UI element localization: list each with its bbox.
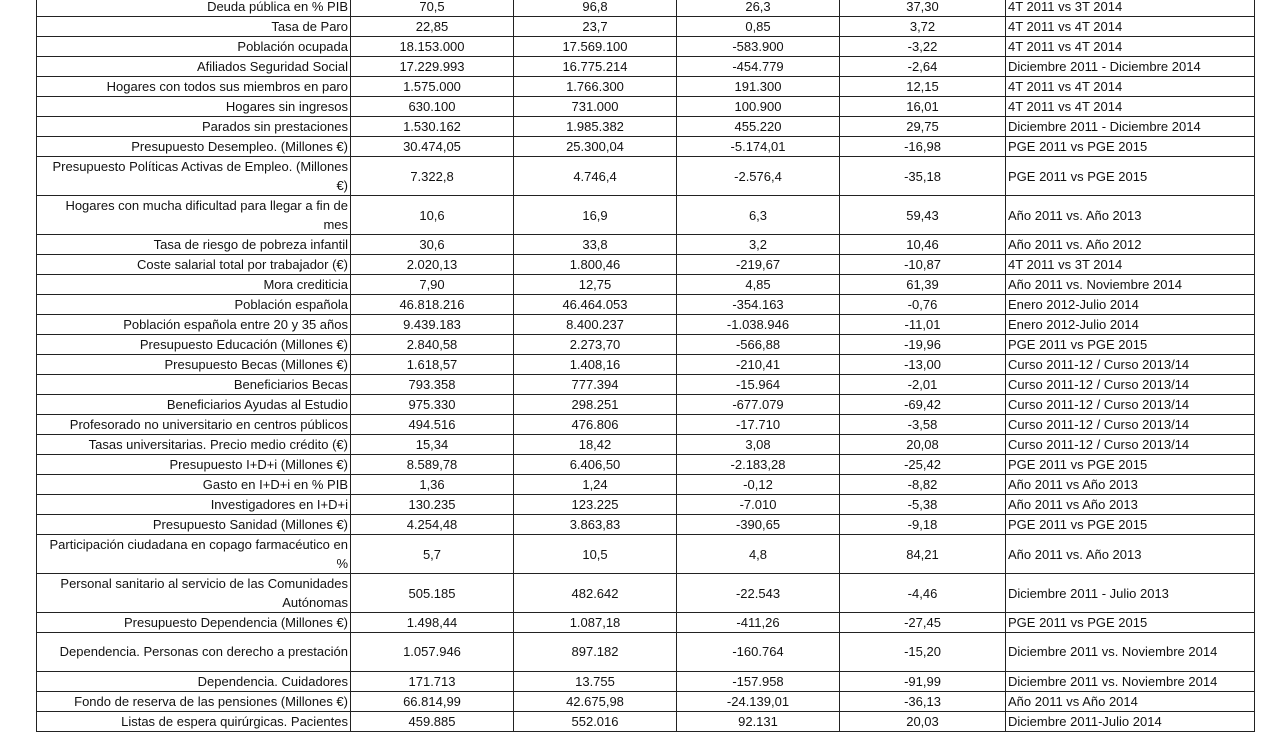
table-row	[37, 157, 1255, 196]
difference-cell[interactable]: -24.139,01	[677, 691, 840, 711]
value-2011-cell[interactable]: 1.575.000	[351, 77, 514, 97]
difference-cell[interactable]: 0,85	[677, 17, 840, 37]
table-row	[37, 574, 1255, 613]
table-row	[37, 355, 1255, 375]
period-cell[interactable]: Curso 2011-12 / Curso 2013/14	[1006, 435, 1255, 455]
percent-change-cell[interactable]: 3,72	[840, 17, 1006, 37]
value-2011-cell[interactable]: 1.618,57	[351, 355, 514, 375]
value-2014-cell[interactable]: 13.755	[514, 671, 677, 691]
indicator-cell[interactable]: Tasa de Paro	[37, 17, 351, 37]
table-row	[37, 633, 1255, 672]
percent-change-cell[interactable]: -35,18	[840, 157, 1006, 196]
difference-cell[interactable]: 3,2	[677, 235, 840, 255]
value-2014-cell[interactable]: 25.300,04	[514, 137, 677, 157]
value-2011-cell[interactable]: 975.330	[351, 395, 514, 415]
table-row	[37, 415, 1255, 435]
percent-change-cell[interactable]: -91,99	[840, 671, 1006, 691]
percent-change-cell[interactable]: -25,42	[840, 455, 1006, 475]
period-cell[interactable]: 4T 2011 vs 4T 2014	[1006, 37, 1255, 57]
value-2014-cell[interactable]: 46.464.053	[514, 295, 677, 315]
value-2011-cell[interactable]: 5,7	[351, 535, 514, 574]
indicator-cell[interactable]: Fondo de reserva de las pensiones (Millones €)	[37, 691, 351, 711]
table-row	[37, 435, 1255, 455]
indicator-cell[interactable]: Presupuesto Desempleo. (Millones €)	[37, 137, 351, 157]
indicator-cell[interactable]: Participación ciudadana en copago farmacéutico en %	[37, 535, 351, 574]
table-row	[37, 671, 1255, 691]
value-2011-cell[interactable]: 494.516	[351, 415, 514, 435]
value-2014-cell[interactable]: 1.800,46	[514, 255, 677, 275]
period-cell[interactable]: PGE 2011 vs PGE 2015	[1006, 157, 1255, 196]
table-row	[37, 37, 1255, 57]
value-2014-cell[interactable]: 8.400.237	[514, 315, 677, 335]
indicator-cell[interactable]: Presupuesto I+D+i (Millones €)	[37, 455, 351, 475]
difference-cell[interactable]: 26,3	[677, 0, 840, 17]
indicator-cell[interactable]: Mora crediticia	[37, 275, 351, 295]
difference-cell[interactable]: -566,88	[677, 335, 840, 355]
period-cell[interactable]: 4T 2011 vs 4T 2014	[1006, 17, 1255, 37]
value-2011-cell[interactable]: 9.439.183	[351, 315, 514, 335]
difference-cell[interactable]: 4,85	[677, 275, 840, 295]
difference-cell[interactable]: 100.900	[677, 97, 840, 117]
difference-cell[interactable]: -2.576,4	[677, 157, 840, 196]
value-2011-cell[interactable]: 505.185	[351, 574, 514, 613]
indicator-cell[interactable]: Personal sanitario al servicio de las Comunidades Autónomas	[37, 574, 351, 613]
indicator-cell[interactable]: Presupuesto Políticas Activas de Empleo. (Millones €)	[37, 157, 351, 196]
value-2011-cell[interactable]: 15,34	[351, 435, 514, 455]
value-2011-cell[interactable]: 1.498,44	[351, 613, 514, 633]
table-row	[37, 455, 1255, 475]
value-2011-cell[interactable]: 2.020,13	[351, 255, 514, 275]
indicator-cell[interactable]: Presupuesto Becas (Millones €)	[37, 355, 351, 375]
period-cell[interactable]: Diciembre 2011-Julio 2014	[1006, 711, 1255, 731]
period-cell[interactable]: Año 2011 vs Año 2014	[1006, 691, 1255, 711]
percent-change-cell[interactable]: 61,39	[840, 275, 1006, 295]
value-2014-cell[interactable]: 1.408,16	[514, 355, 677, 375]
indicator-cell[interactable]: Tasa de riesgo de pobreza infantil	[37, 235, 351, 255]
period-cell[interactable]: Año 2011 vs Año 2013	[1006, 495, 1255, 515]
value-2014-cell[interactable]: 6.406,50	[514, 455, 677, 475]
table-row	[37, 97, 1255, 117]
difference-cell[interactable]: 3,08	[677, 435, 840, 455]
difference-cell[interactable]: -0,12	[677, 475, 840, 495]
percent-change-cell[interactable]: -8,82	[840, 475, 1006, 495]
value-2011-cell[interactable]: 22,85	[351, 17, 514, 37]
value-2014-cell[interactable]: 476.806	[514, 415, 677, 435]
period-cell[interactable]: Diciembre 2011 - Diciembre 2014	[1006, 117, 1255, 137]
percent-change-cell[interactable]: 12,15	[840, 77, 1006, 97]
percent-change-cell[interactable]: 16,01	[840, 97, 1006, 117]
indicator-cell[interactable]: Población española	[37, 295, 351, 315]
value-2011-cell[interactable]: 1.057.946	[351, 633, 514, 672]
value-2011-cell[interactable]: 30,6	[351, 235, 514, 255]
value-2011-cell[interactable]: 7.322,8	[351, 157, 514, 196]
value-2011-cell[interactable]: 4.254,48	[351, 515, 514, 535]
value-2011-cell[interactable]: 130.235	[351, 495, 514, 515]
percent-change-cell[interactable]: -10,87	[840, 255, 1006, 275]
percent-change-cell[interactable]: 20,08	[840, 435, 1006, 455]
period-cell[interactable]: PGE 2011 vs PGE 2015	[1006, 613, 1255, 633]
table-row	[37, 315, 1255, 335]
table-row	[37, 137, 1255, 157]
difference-cell[interactable]: -210,41	[677, 355, 840, 375]
table-row	[37, 475, 1255, 495]
period-cell[interactable]: Curso 2011-12 / Curso 2013/14	[1006, 375, 1255, 395]
indicator-cell[interactable]: Parados sin prestaciones	[37, 117, 351, 137]
period-cell[interactable]: Diciembre 2011 vs. Noviembre 2014	[1006, 633, 1255, 672]
value-2014-cell[interactable]: 552.016	[514, 711, 677, 731]
indicator-cell[interactable]: Beneficiarios Becas	[37, 375, 351, 395]
period-cell[interactable]: Curso 2011-12 / Curso 2013/14	[1006, 415, 1255, 435]
difference-cell[interactable]: -390,65	[677, 515, 840, 535]
percent-change-cell[interactable]: 10,46	[840, 235, 1006, 255]
difference-cell[interactable]: -583.900	[677, 37, 840, 57]
period-cell[interactable]: PGE 2011 vs PGE 2015	[1006, 335, 1255, 355]
percent-change-cell[interactable]: 37,30	[840, 0, 1006, 17]
value-2014-cell[interactable]: 482.642	[514, 574, 677, 613]
indicator-cell[interactable]: Dependencia. Personas con derecho a prestación	[37, 633, 351, 672]
indicator-cell[interactable]: Dependencia. Cuidadores	[37, 671, 351, 691]
difference-cell[interactable]: 4,8	[677, 535, 840, 574]
table-row	[37, 235, 1255, 255]
table-row	[37, 515, 1255, 535]
period-cell[interactable]: Año 2011 vs. Año 2012	[1006, 235, 1255, 255]
value-2014-cell[interactable]: 1,24	[514, 475, 677, 495]
difference-cell[interactable]: 6,3	[677, 196, 840, 235]
table-row	[37, 117, 1255, 137]
value-2014-cell[interactable]: 18,42	[514, 435, 677, 455]
indicator-cell[interactable]: Beneficiarios Ayudas al Estudio	[37, 395, 351, 415]
difference-cell[interactable]: -354.163	[677, 295, 840, 315]
difference-cell[interactable]: -454.779	[677, 57, 840, 77]
value-2011-cell[interactable]: 70,5	[351, 0, 514, 17]
value-2014-cell[interactable]: 731.000	[514, 97, 677, 117]
indicator-cell[interactable]: Investigadores en I+D+i	[37, 495, 351, 515]
period-cell[interactable]: PGE 2011 vs PGE 2015	[1006, 515, 1255, 535]
percent-change-cell[interactable]: -69,42	[840, 395, 1006, 415]
period-cell[interactable]: Curso 2011-12 / Curso 2013/14	[1006, 395, 1255, 415]
value-2014-cell[interactable]: 1.766.300	[514, 77, 677, 97]
indicator-cell[interactable]: Hogares sin ingresos	[37, 97, 351, 117]
value-2014-cell[interactable]: 777.394	[514, 375, 677, 395]
difference-cell[interactable]: -1.038.946	[677, 315, 840, 335]
value-2011-cell[interactable]: 171.713	[351, 671, 514, 691]
table-row	[37, 57, 1255, 77]
percent-change-cell[interactable]: -16,98	[840, 137, 1006, 157]
value-2014-cell[interactable]: 1.985.382	[514, 117, 677, 137]
indicator-cell[interactable]: Afiliados Seguridad Social	[37, 57, 351, 77]
value-2011-cell[interactable]: 66.814,99	[351, 691, 514, 711]
table-row	[37, 691, 1255, 711]
indicator-cell[interactable]: Coste salarial total por trabajador (€)	[37, 255, 351, 275]
period-cell[interactable]: Año 2011 vs. Noviembre 2014	[1006, 275, 1255, 295]
value-2014-cell[interactable]: 23,7	[514, 17, 677, 37]
period-cell[interactable]: Enero 2012-Julio 2014	[1006, 315, 1255, 335]
value-2011-cell[interactable]: 630.100	[351, 97, 514, 117]
value-2014-cell[interactable]: 16,9	[514, 196, 677, 235]
spreadsheet-table-container	[36, 0, 1254, 732]
period-cell[interactable]: 4T 2011 vs 3T 2014	[1006, 255, 1255, 275]
difference-cell[interactable]: -15.964	[677, 375, 840, 395]
table-row	[37, 275, 1255, 295]
period-cell[interactable]: Año 2011 vs. Año 2013	[1006, 535, 1255, 574]
indicator-cell[interactable]: Presupuesto Sanidad (Millones €)	[37, 515, 351, 535]
table-row	[37, 495, 1255, 515]
value-2011-cell[interactable]: 793.358	[351, 375, 514, 395]
period-cell[interactable]: Diciembre 2011 - Diciembre 2014	[1006, 57, 1255, 77]
indicator-cell[interactable]: Hogares con todos sus miembros en paro	[37, 77, 351, 97]
indicator-cell[interactable]: Deuda pública en % PIB	[37, 0, 351, 17]
value-2011-cell[interactable]: 17.229.993	[351, 57, 514, 77]
indicator-cell[interactable]: Población española entre 20 y 35 años	[37, 315, 351, 335]
indicator-cell[interactable]: Hogares con mucha dificultad para llegar a fin de mes	[37, 196, 351, 235]
value-2011-cell[interactable]: 10,6	[351, 196, 514, 235]
value-2014-cell[interactable]: 10,5	[514, 535, 677, 574]
table-row	[37, 77, 1255, 97]
percent-change-cell[interactable]: -11,01	[840, 315, 1006, 335]
percent-change-cell[interactable]: 20,03	[840, 711, 1006, 731]
difference-cell[interactable]: -677.079	[677, 395, 840, 415]
difference-cell[interactable]: -5.174,01	[677, 137, 840, 157]
difference-cell[interactable]: -2.183,28	[677, 455, 840, 475]
period-cell[interactable]: Año 2011 vs Año 2013	[1006, 475, 1255, 495]
period-cell[interactable]: 4T 2011 vs 4T 2014	[1006, 97, 1255, 117]
period-cell[interactable]: PGE 2011 vs PGE 2015	[1006, 455, 1255, 475]
percent-change-cell[interactable]: 59,43	[840, 196, 1006, 235]
indicator-cell[interactable]: Población ocupada	[37, 37, 351, 57]
indicator-cell[interactable]: Gasto en I+D+i en % PIB	[37, 475, 351, 495]
difference-cell[interactable]: -17.710	[677, 415, 840, 435]
table-row	[37, 375, 1255, 395]
value-2011-cell[interactable]: 8.589,78	[351, 455, 514, 475]
percent-change-cell[interactable]: -15,20	[840, 633, 1006, 672]
indicator-cell[interactable]: Tasas universitarias. Precio medio crédito (€)	[37, 435, 351, 455]
value-2011-cell[interactable]: 1.530.162	[351, 117, 514, 137]
percent-change-cell[interactable]: -27,45	[840, 613, 1006, 633]
percent-change-cell[interactable]: -13,00	[840, 355, 1006, 375]
table-row	[37, 255, 1255, 275]
percent-change-cell[interactable]: -19,96	[840, 335, 1006, 355]
value-2014-cell[interactable]: 16.775.214	[514, 57, 677, 77]
difference-cell[interactable]: 92.131	[677, 711, 840, 731]
value-2014-cell[interactable]: 2.273,70	[514, 335, 677, 355]
difference-cell[interactable]: -157.958	[677, 671, 840, 691]
value-2014-cell[interactable]: 17.569.100	[514, 37, 677, 57]
period-cell[interactable]: Año 2011 vs. Año 2013	[1006, 196, 1255, 235]
table-row	[37, 711, 1255, 731]
percent-change-cell[interactable]: -36,13	[840, 691, 1006, 711]
indicators-table-body	[37, 0, 1255, 731]
value-2014-cell[interactable]: 3.863,83	[514, 515, 677, 535]
difference-cell[interactable]: 455.220	[677, 117, 840, 137]
indicator-cell[interactable]: Presupuesto Educación (Millones €)	[37, 335, 351, 355]
difference-cell[interactable]: -219,67	[677, 255, 840, 275]
indicators-table	[36, 0, 1255, 732]
percent-change-cell[interactable]: -9,18	[840, 515, 1006, 535]
value-2014-cell[interactable]: 96,8	[514, 0, 677, 17]
value-2014-cell[interactable]: 33,8	[514, 235, 677, 255]
difference-cell[interactable]: 191.300	[677, 77, 840, 97]
period-cell[interactable]: Curso 2011-12 / Curso 2013/14	[1006, 355, 1255, 375]
difference-cell[interactable]: -22.543	[677, 574, 840, 613]
value-2011-cell[interactable]: 459.885	[351, 711, 514, 731]
period-cell[interactable]: 4T 2011 vs 3T 2014	[1006, 0, 1255, 17]
value-2011-cell[interactable]: 7,90	[351, 275, 514, 295]
value-2011-cell[interactable]: 18.153.000	[351, 37, 514, 57]
difference-cell[interactable]: -160.764	[677, 633, 840, 672]
percent-change-cell[interactable]: -0,76	[840, 295, 1006, 315]
indicator-cell[interactable]: Listas de espera quirúrgicas. Pacientes	[37, 711, 351, 731]
period-cell[interactable]: Diciembre 2011 - Julio 2013	[1006, 574, 1255, 613]
table-row	[37, 17, 1255, 37]
value-2014-cell[interactable]: 897.182	[514, 633, 677, 672]
table-row	[37, 535, 1255, 574]
value-2011-cell[interactable]: 30.474,05	[351, 137, 514, 157]
table-row	[37, 395, 1255, 415]
period-cell[interactable]: PGE 2011 vs PGE 2015	[1006, 137, 1255, 157]
table-row	[37, 335, 1255, 355]
indicator-cell[interactable]: Presupuesto Dependencia (Millones €)	[37, 613, 351, 633]
value-2014-cell[interactable]: 1.087,18	[514, 613, 677, 633]
value-2011-cell[interactable]: 2.840,58	[351, 335, 514, 355]
difference-cell[interactable]: -7.010	[677, 495, 840, 515]
table-row	[37, 196, 1255, 235]
value-2014-cell[interactable]: 298.251	[514, 395, 677, 415]
percent-change-cell[interactable]: -2,01	[840, 375, 1006, 395]
value-2014-cell[interactable]: 4.746,4	[514, 157, 677, 196]
period-cell[interactable]: Enero 2012-Julio 2014	[1006, 295, 1255, 315]
value-2014-cell[interactable]: 123.225	[514, 495, 677, 515]
percent-change-cell[interactable]: -5,38	[840, 495, 1006, 515]
value-2011-cell[interactable]: 46.818.216	[351, 295, 514, 315]
percent-change-cell[interactable]: -2,64	[840, 57, 1006, 77]
percent-change-cell[interactable]: -3,22	[840, 37, 1006, 57]
value-2011-cell[interactable]: 1,36	[351, 475, 514, 495]
percent-change-cell[interactable]: 84,21	[840, 535, 1006, 574]
difference-cell[interactable]: -411,26	[677, 613, 840, 633]
percent-change-cell[interactable]: -3,58	[840, 415, 1006, 435]
table-row	[37, 295, 1255, 315]
period-cell[interactable]: Diciembre 2011 vs. Noviembre 2014	[1006, 671, 1255, 691]
percent-change-cell[interactable]: -4,46	[840, 574, 1006, 613]
period-cell[interactable]: 4T 2011 vs 4T 2014	[1006, 77, 1255, 97]
indicator-cell[interactable]: Profesorado no universitario en centros públicos	[37, 415, 351, 435]
value-2014-cell[interactable]: 12,75	[514, 275, 677, 295]
percent-change-cell[interactable]: 29,75	[840, 117, 1006, 137]
value-2014-cell[interactable]: 42.675,98	[514, 691, 677, 711]
table-row	[37, 0, 1255, 17]
table-row	[37, 613, 1255, 633]
